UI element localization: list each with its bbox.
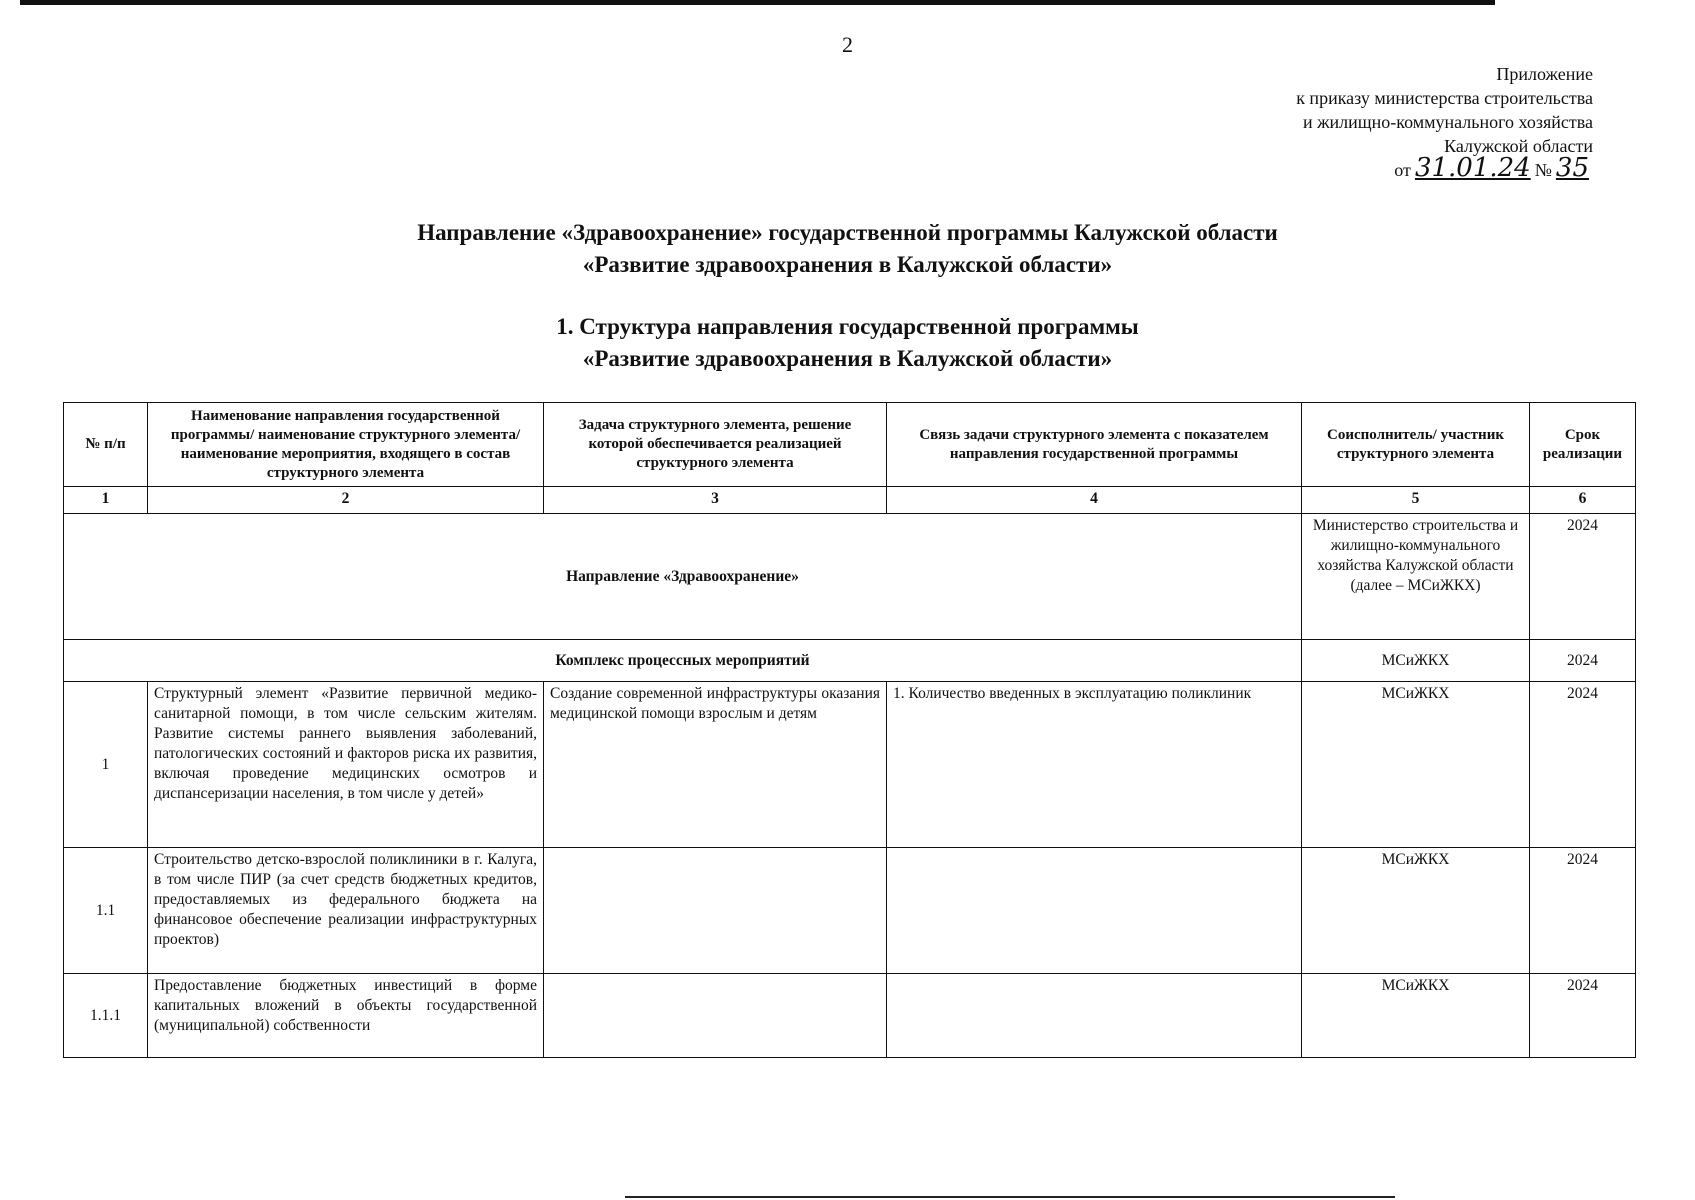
header-name: Наименование направления государственной программы/ наименование структурного элемента/наименование мероприятия, входящего в состав структурного элемента	[148, 403, 544, 487]
appendix-line1: Приложение	[1496, 64, 1593, 84]
column-number: 3	[544, 487, 887, 514]
direction-year: 2024	[1530, 514, 1636, 640]
date-prefix: от	[1394, 160, 1411, 180]
header-term: Срок реализации	[1530, 403, 1636, 487]
table-row	[64, 974, 1636, 1058]
row-task	[544, 848, 887, 974]
appendix-line2: к приказу министерства строительства	[1296, 88, 1593, 108]
document-title-line1: Направление «Здравоохранение» государственной программы Калужской области	[417, 220, 1278, 245]
scan-border-bottom	[625, 1196, 1395, 1198]
header-executor: Соисполнитель/ участник структурного элемента	[1302, 403, 1530, 487]
row-name: Структурный элемент «Развитие первичной медико-санитарной помощи, в том числе сельским жителям. Развитие системы раннего выявления заболеваний, патологических состояний и факторов риска их развития, включая проведение медицинских осмотров и диспансеризации населения, в том числе у детей»	[148, 682, 544, 848]
table-row	[64, 848, 1636, 974]
column-number-row	[64, 487, 1636, 514]
column-number: 2	[148, 487, 544, 514]
column-number: 6	[1530, 487, 1636, 514]
structure-table	[63, 402, 1636, 1058]
document-title	[0, 217, 1695, 281]
row-num: 1	[64, 682, 148, 848]
row-link: 1. Количество введенных в эксплуатацию поликлиник	[887, 682, 1302, 848]
row-link	[887, 848, 1302, 974]
complex-row	[64, 640, 1636, 682]
appendix-date-row	[1296, 153, 1593, 183]
section-title-line1: 1. Структура направления государственной программы	[556, 314, 1139, 339]
complex-year: 2024	[1530, 640, 1636, 682]
table-row	[64, 682, 1636, 848]
row-year: 2024	[1530, 682, 1636, 848]
appendix-block	[1296, 62, 1593, 182]
row-task	[544, 974, 887, 1058]
header-num: № п/п	[64, 403, 148, 487]
row-num: 1.1.1	[64, 974, 148, 1058]
row-name: Предоставление бюджетных инвестиций в форме капитальных вложений в объекты государственной (муниципальной) собственности	[148, 974, 544, 1058]
handwritten-number: 35	[1555, 153, 1589, 183]
number-prefix: №	[1534, 160, 1552, 180]
header-link: Связь задачи структурного элемента с показателем направления государственной программы	[887, 403, 1302, 487]
document-title-line2: «Развитие здравоохранения в Калужской области»	[582, 252, 1113, 277]
table-header-row	[64, 403, 1636, 487]
row-executor: МСиЖКХ	[1302, 682, 1530, 848]
direction-row	[64, 514, 1636, 640]
row-executor: МСиЖКХ	[1302, 848, 1530, 974]
appendix-line3: и жилищно-коммунального хозяйства	[1302, 112, 1593, 132]
row-num: 1.1	[64, 848, 148, 974]
column-number: 4	[887, 487, 1302, 514]
row-name: Строительство детско-взрослой поликлиники в г. Калуга, в том числе ПИР (за счет средств бюджетных кредитов, предоставляемых из федерального бюджета на финансовое обеспечение реализации инфраструктурных проектов)	[148, 848, 544, 974]
row-year: 2024	[1530, 848, 1636, 974]
section-title-line2: «Развитие здравоохранения в Калужской области»	[582, 346, 1113, 371]
appendix-line4: Калужской области	[1444, 136, 1593, 156]
row-task: Создание современной инфраструктуры оказания медицинской помощи взрослым и детям	[544, 682, 887, 848]
complex-title: Комплекс процессных мероприятий	[64, 640, 1302, 682]
page-number: 2	[842, 32, 853, 57]
complex-executor: МСиЖКХ	[1302, 640, 1530, 682]
column-number: 5	[1302, 487, 1530, 514]
row-executor: МСиЖКХ	[1302, 974, 1530, 1058]
direction-executor: Министерство строительства и жилищно-коммунального хозяйства Калужской области (далее – МСиЖКХ)	[1302, 514, 1530, 640]
column-number: 1	[64, 487, 148, 514]
section-title	[0, 311, 1695, 375]
scan-border-top	[20, 0, 1495, 5]
header-task: Задача структурного элемента, решение которой обеспечивается реализацией структурного элемента	[544, 403, 887, 487]
row-link	[887, 974, 1302, 1058]
row-year: 2024	[1530, 974, 1636, 1058]
handwritten-date: 31.01.24	[1414, 153, 1531, 183]
direction-title: Направление «Здравоохранение»	[64, 514, 1302, 640]
